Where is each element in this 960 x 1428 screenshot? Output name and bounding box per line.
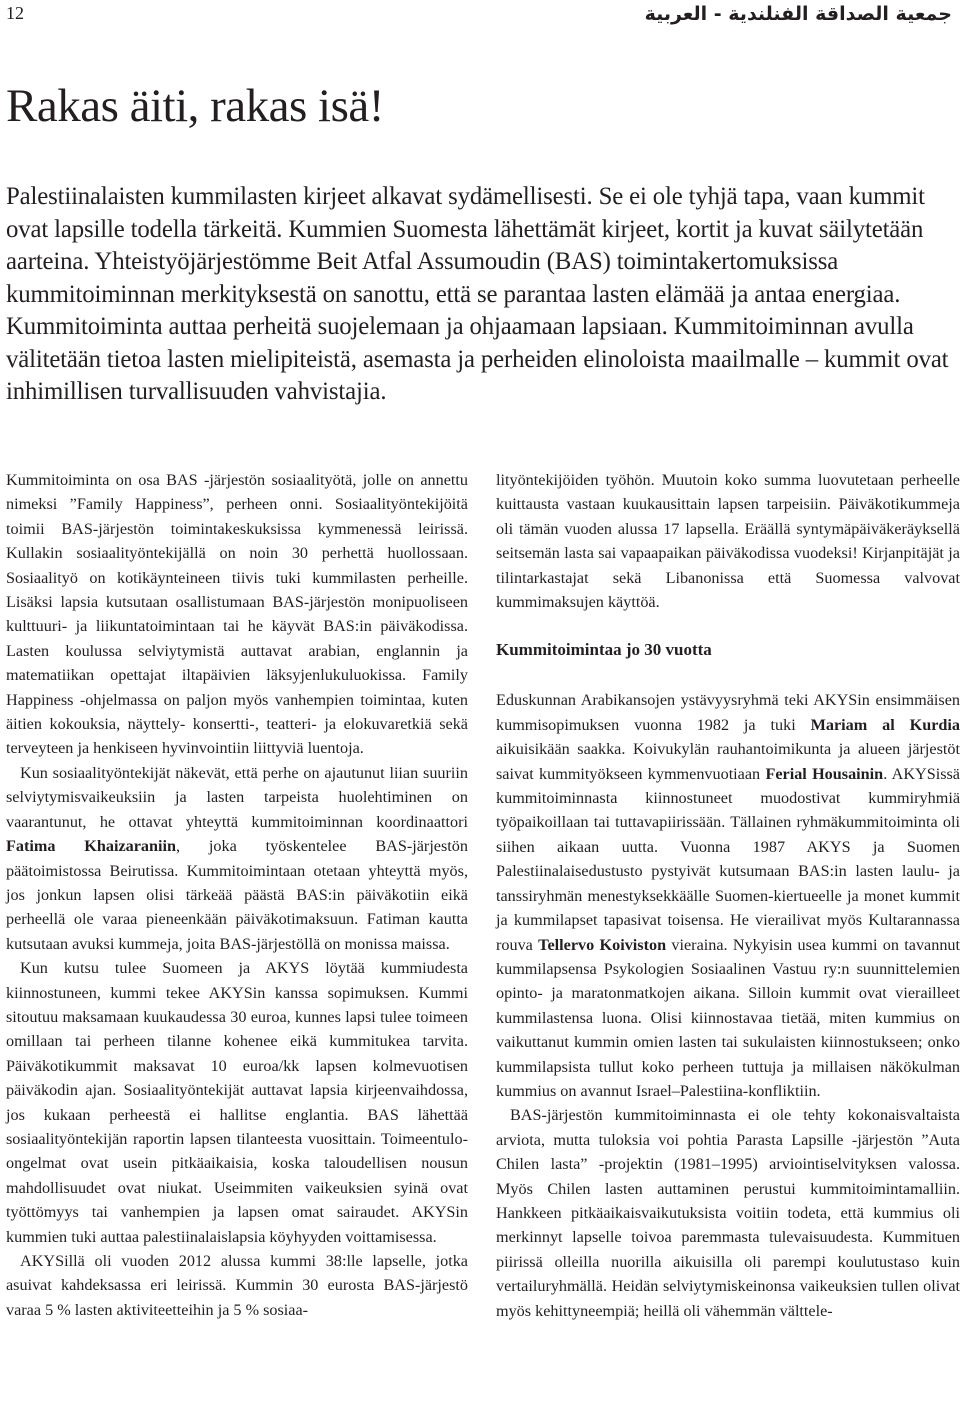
right-paragraph-2 (496, 688, 960, 1103)
left-column (6, 468, 468, 1322)
organization-name-arabic: جمعية الصداقة الفنلندية - العربية (644, 3, 952, 25)
article-lead: Palestiinalaisten kummilasten kirjeet alkavat sydämellisesti. Se ei ole tyhjä tapa, vaan kummit ovat lapsille todella tärkeitä. Kummien Suomesta lähettämät kirjeet, kortit ja kuvat säilytetään aarteina. Yhteistyöjärjestömme Beit Atfal Assumoudin (BAS) toimintakertomuksissa kummitoiminnan merkityksestä on sanottu, että se parantaa lasten elämää ja antaa energiaa. Kummitoiminta auttaa perheitä suojelemaan ja ohjaamaan lapsiaan. Kummitoiminnan avulla välitetään tietoa lasten mielipiteistä, asemasta ja perheiden elinoloista maailmalle – kummit ovat inhimillisen turvallisuuden vahvistajia. (6, 183, 949, 405)
article-title: Rakas äiti, rakas isä! (6, 80, 384, 132)
left-paragraph-4: AKYSillä oli vuoden 2012 alussa kummi 38:lle lapselle, jotka asuivat kahdeksassa eri leirissä. Kummin 30 eurosta BAS-järjestö varaa 5 % lasten aktiviteetteihin ja 5 % sosiaa- (6, 1252, 468, 1319)
right-paragraph-3: BAS-järjestön kummitoiminnasta ei ole tehty kokonaisvaltaista arviota, mutta tuloksia voi pohtia Parasta Lapsille -järjestön ”Auta Chilen lasta” -projektin (1981–1995) arviointiselvityksen valossa. Myös Chilen lasten auttaminen perustui kummitoimintamalliin. Hankkeen pitkäaikaisvaikutuksista voitiin todeta, että kummius oli merkinnyt lapselle toivoa paremmasta tulevaisuudesta. Kummituen piirissä olleilla nuorilla aikuisilla oli parempi koulutustaso kuin vertailuryhmällä. Heidän selviytymiskeinonsa vaikeuksien tullen olivat myös kehittyneempiä; heillä oli vähemmän välttele- (496, 1106, 960, 1320)
left-paragraph-1: Kummitoiminta on osa BAS -järjestön sosiaalityötä, jolle on annettu nimeksi ”Family Happiness”, perheen onni. Sosiaalityöntekijöitä toimii BAS-järjestön toimintakeskuksissa kymmenessä leirissä. Kullakin sosiaalityöntekijällä on noin 30 perhettä huollossaan. Sosiaalityö on kotikäynteineen tiivis tuki kummilasten perheille. Lisäksi lapsia kutsutaan osallistumaan BAS-järjestön monipuoliseen kulttuuri- ja liikuntatoimintaan tai he käyvät BAS:in päiväkodissa. Lasten koulussa selviytymistä auttavat arabian, englannin ja matematiikan opettajat iltapäivien läksyjenlukuluokissa. Family Happiness -ohjelmassa on paljon myös vanhempien toimintaa, kuten äitien kokouksia, näyttely- konsertti-, teatteri- ja elokuvaretkiä sekä terveyteen ja henkiseen hyvinvointiin liittyviä luentoja. (6, 471, 468, 758)
paragraph-text: Kun sosiaalityöntekijät näkevät, että perhe on ajautunut liian suuriin selviytymisvaikeuksiin ja lasten tarpeista huolehtiminen on vaarantunut, he ottavat yhteyttä kummitoiminnan koordinaattori (6, 763, 468, 831)
left-paragraph-3: Kun kutsu tulee Suomeen ja AKYS löytää kummiudesta kiinnostuneen, kummi tekee AKYSin kanssa sopimuksen. Kummi sitoutuu maksamaan kuukaudessa 30 euroa, kunnes lapsi tulee toimeen omillaan tai perheen tilanne kohenee eikä kummitukea tarvita. Päiväkotikummit maksavat 10 euroa/kk lapsen kolmevuotisen päiväkodin ajan. Sosiaalityöntekijät auttavat lapsia kirjeenvaihdossa, jos kukaan perheestä ei hallitse englantia. BAS lähettää sosiaalityöntekijän raportin lapsen tilanteesta vuosittain. Toimeentulo-ongelmat ovat usein pitkäaikaisia, koska taloudellisen nousun mahdollisuudet ovat niukat. Useimmiten vaikeuksien syinä ovat työttömyys tai vanhempien ja lapsen omat sairaudet. AKYSin kummien tuki auttaa palestiinalaislapsia köyhyyden voittamisessa. (6, 959, 468, 1246)
left-paragraph-2 (6, 761, 468, 956)
right-column (496, 468, 960, 1323)
paragraph-text: Eduskunnan Arabikansojen ystävyysryhmä teki AKYSin ensimmäisen kummisopimuksen vuonna 1982 ja tuki (496, 691, 960, 734)
paragraph-text: , joka työskentelee BAS-järjestön päätoimistossa Beirutissa. Kummitoimintaan otetaan yhteyttä myös, jos jonkun lapsen olisi tärkeää päästä BAS:in päiväkotiin eikä perheellä ole varaa pieneenkään päiväkotimaksuun. Fatiman kautta kutsutaan avuksi kummeja, joita BAS-järjestöllä on monissa maissa. (6, 837, 468, 953)
right-paragraph-1: lityöntekijöiden työhön. Muutoin koko summa luovutetaan perheelle kuittausta vastaan kuukausittain lapsen tarpeisiin. Päiväkotikummeja oli tämän vuoden alussa 17 lapsella. Eräällä syntymäpäiväkeräyksellä seitsemän lasta sai vapaapaikan päiväkodissa vuodeksi! Kirjanpitäjät ja tilintarkastajat sekä Libanonissa että Suomessa valvovat kummimaksujen käyttöä. (496, 471, 960, 612)
paragraph-text: aikuisikään saakka. Koivukylän rauhantoimikunta ja alueen järjestöt saivat kummityökseen kymmenvuotiaan (496, 740, 960, 783)
person-name: Fatima Khaizaraniin (6, 837, 177, 856)
section-subheading: Kummitoimintaa jo 30 vuotta (496, 640, 712, 660)
person-name: Ferial Housainin (765, 764, 884, 783)
page-number: 12 (6, 3, 24, 23)
person-name: Tellervo Koiviston (538, 935, 667, 954)
person-name: Mariam al Kurdia (810, 715, 960, 734)
paragraph-text: . AKYSissä kummitoiminnasta kiinnostuneet muodostivat kummiryhmiä työpaikoillaan tai tuttavapiirissään. Tällainen ryhmäkummitoiminta oli siihen aikaan uutta. Vuonna 1987 AKYS ja Suomen Palestiinalaisedustusto pystyivät kutsumaan BAS:in lasten laulu- ja tanssiryhmän menestyksekkäälle Suomen-kiertueelle ja monet kummit ja kummilapset tapasivat toisensa. He vierailivat myös Kultarannassa rouva (496, 764, 960, 954)
paragraph-text: vieraina. Nykyisin usea kummi on tavannut kummilapsensa Psykologien Sosiaalinen Vastuu ry:n suunnittelemien opinto- ja maratonmatkojen aikana. Silloin kummit ovat vierailleet kummilastensa luona. Olisi kiinnostavaa tietää, miten kummius on vaikuttanut kummin omien lasten tai sukulaisten kiinnostukseen; onko kummilapsista tullut koko perheen tuttuja ja millaisen näkökulman kummius on avannut Israel–Palestiina-konfliktiin. (496, 935, 960, 1100)
